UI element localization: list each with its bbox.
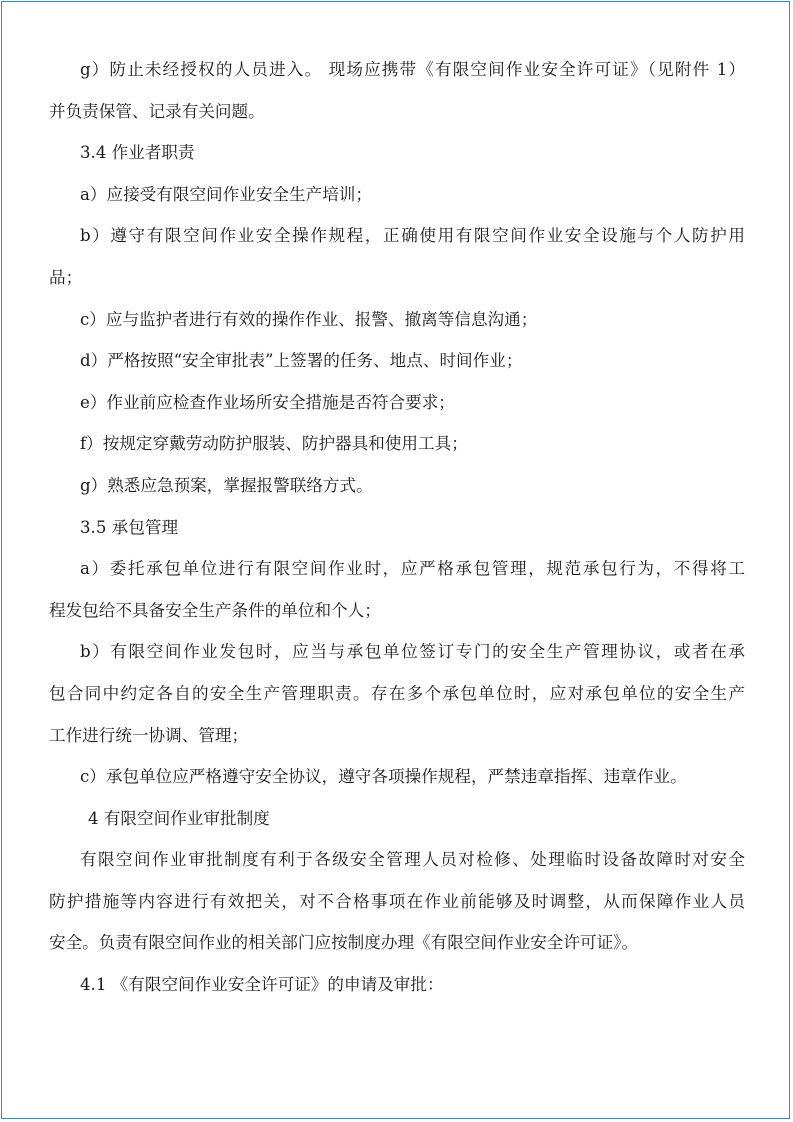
text-line: f）按规定穿戴劳动防护服装、防护器具和使用工具； [80,434,468,454]
paragraph-g-prevent-entry [49,55,745,138]
paragraph-3-4-e [49,388,745,430]
paragraph-3-4-f [49,429,745,471]
paragraph-3-4-b [49,221,745,304]
text-line: 安全。负责有限空间作业的相关部门应按制度办理《有限空间作业安全许可证》。 [49,933,639,953]
paragraph-3-5-c [49,762,745,804]
text-line: g）熟悉应急预案，掌握报警联络方式。 [80,475,373,495]
text-line: 有限空间作业审批制度有利于各级安全管理人员对检修、处理临时设备故障时对安全 [80,850,745,870]
paragraph-heading-4-1 [49,970,745,1012]
text-line: c）应与监护者进行有效的操作作业、报警、撤离等信息沟通； [80,309,538,329]
text-line: 3.4 作业者职责 [80,143,195,163]
text-line: b）有限空间作业发包时，应当与承包单位签订专门的安全生产管理协议，或者在承 [80,642,745,662]
text-line: 工作进行统一协调、管理； [49,725,249,745]
paragraph-heading-3-5 [49,513,745,555]
text-line: 并负责保管、记录有关问题。 [49,101,265,121]
paragraph-heading-3-4 [49,138,745,180]
text-line: e）作业前应检查作业场所安全措施是否符合要求； [80,392,455,412]
text-line: 包合同中约定各自的安全生产管理职责。存在多个承包单位时，应对承包单位的安全生产 [49,683,745,703]
paragraph-3-4-g [49,471,745,513]
paragraph-3-4-a [49,180,745,222]
text-line: 3.5 承包管理 [80,517,179,537]
text-line: c）承包单位应严格遵守安全协议，遵守各项操作规程，严禁违章指挥、违章作业。 [80,767,687,787]
text-line: a）委托承包单位进行有限空间作业时，应严格承包管理，规范承包行为，不得将工 [80,559,745,579]
text-line: 4 有限空间作业审批制度 [88,808,270,828]
paragraph-heading-4 [49,804,745,846]
paragraph-3-4-d [49,346,745,388]
text-line: d）严格按照“安全审批表”上签署的任务、地点、时间作业； [80,351,523,371]
text-line: a）应接受有限空间作业安全生产培训； [80,184,372,204]
text-line: 防护措施等内容进行有效把关，对不合格事项在作业前能够及时调整，从而保障作业人员 [49,891,745,911]
text-line: 4.1 《有限空间作业安全许可证》的申请及审批： [80,975,444,995]
text-line: 品； [49,267,83,287]
text-line: b）遵守有限空间作业安全操作规程，正确使用有限空间作业安全设施与个人防护用 [80,226,745,246]
paragraph-4-intro [49,845,745,970]
text-line: 程发包给不具备安全生产条件的单位和个人； [49,600,381,620]
paragraph-3-4-c [49,305,745,347]
paragraph-3-5-b [49,637,745,762]
text-line: g）防止未经授权的人员进入。 现场应携带《有限空间作业安全许可证》（见附件 1） [80,60,745,79]
document-body [49,55,745,1012]
paragraph-3-5-a [49,554,745,637]
